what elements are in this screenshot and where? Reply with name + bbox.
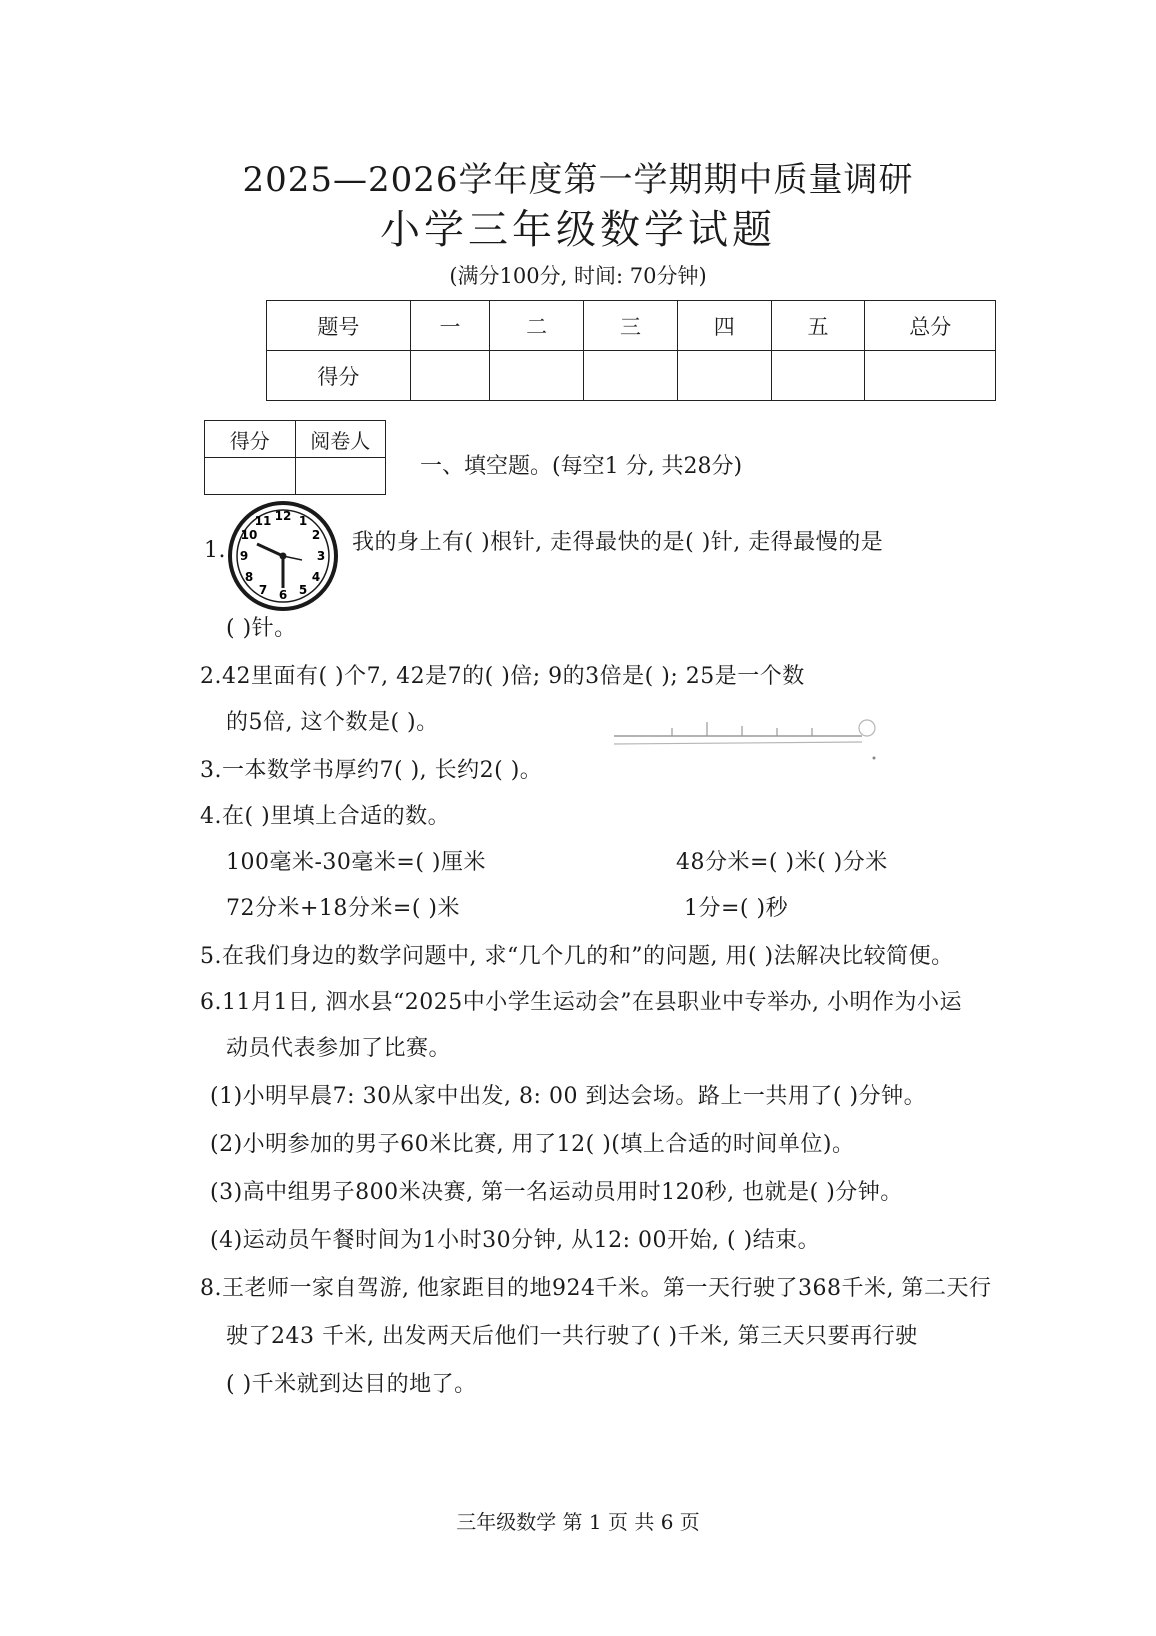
- grader-entry-cell[interactable]: [205, 458, 296, 495]
- score-table-cell: 得分: [267, 351, 411, 401]
- question-4-item-d: 1分=( )秒: [684, 896, 789, 921]
- score-entry-cell[interactable]: [865, 351, 996, 401]
- clock-icon: [226, 496, 340, 616]
- grader-box-cell: 阅卷人: [295, 421, 386, 458]
- clock-number: 1: [298, 514, 308, 528]
- clock-number: 11: [254, 514, 272, 528]
- score-table: [266, 300, 996, 401]
- score-entry-cell[interactable]: [677, 351, 771, 401]
- question-4-item-b: 48分米=( )米( )分米: [676, 850, 888, 875]
- question-8-text-end: ( )千米就到达目的地了。: [226, 1372, 477, 1397]
- score-table-cell: 五: [771, 301, 865, 351]
- question-1-text-cont: ( )针。: [226, 616, 297, 641]
- grader-box: [204, 420, 386, 495]
- question-4-item-c: 72分米+18分米=( )米: [226, 896, 461, 921]
- score-entry-cell[interactable]: [771, 351, 865, 401]
- score-table-cell: 总分: [865, 301, 996, 351]
- question-6-sub-4: (4)运动员午餐时间为1小时30分钟, 从12: 00开始, ( )结束。: [210, 1228, 821, 1253]
- question-6-sub-2: (2)小明参加的男子60米比赛, 用了12( )(填上合适的时间单位)。: [210, 1132, 855, 1157]
- score-entry-cell[interactable]: [584, 351, 678, 401]
- score-entry-cell[interactable]: [490, 351, 584, 401]
- grader-box-cell: 得分: [205, 421, 296, 458]
- score-table-cell: 一: [410, 301, 490, 351]
- exam-subtitle: 小学三年级数学试题: [380, 207, 776, 253]
- question-3-text: 3.一本数学书厚约7( ), 长约2( )。: [200, 758, 543, 783]
- clock-number: 4: [311, 570, 321, 584]
- clock-number: 9: [239, 549, 249, 563]
- question-6-text-cont: 动员代表参加了比赛。: [226, 1036, 452, 1061]
- clock-number: 7: [258, 583, 268, 597]
- score-table-score-row: [267, 351, 996, 401]
- page-footer: 三年级数学 第 1 页 共 6 页: [456, 1510, 700, 1534]
- question-4-title: 4.在( )里填上合适的数。: [200, 804, 451, 829]
- question-4-item-a: 100毫米-30毫米=( )厘米: [226, 850, 487, 875]
- score-table-cell: 四: [677, 301, 771, 351]
- question-6-sub-1: (1)小明早晨7: 30从家中出发, 8: 00 到达会场。路上一共用了( )分钟。: [210, 1084, 927, 1109]
- question-2-text-cont: 的5倍, 这个数是( )。: [226, 710, 439, 735]
- clock-number: 12: [274, 509, 292, 523]
- score-table-cell: 题号: [267, 301, 411, 351]
- score-entry-cell[interactable]: [410, 351, 490, 401]
- grader-box-header-row: [205, 421, 386, 458]
- clock-number: 5: [298, 583, 308, 597]
- question-6-sub-3: (3)高中组男子800米决赛, 第一名运动员用时120秒, 也就是( )分钟。: [210, 1180, 903, 1205]
- clock-number: 3: [316, 549, 326, 563]
- score-table-cell: 三: [584, 301, 678, 351]
- clock-number: 6: [278, 588, 288, 602]
- score-table-cell: 二: [490, 301, 584, 351]
- question-number: 1.: [204, 538, 226, 563]
- question-2-text: 2.42里面有( )个7, 42是7的( )倍; 9的3倍是( ); 25是一个数: [200, 664, 805, 689]
- question-8-text: 8.王老师一家自驾游, 他家距目的地924千米。第一天行驶了368千米, 第二天行: [200, 1276, 992, 1301]
- ruler-sketch-icon: [612, 708, 882, 764]
- grader-entry-cell[interactable]: [295, 458, 386, 495]
- score-table-header-row: [267, 301, 996, 351]
- exam-title: 2025—2026学年度第一学期期中质量调研: [242, 160, 914, 200]
- question-5-text: 5.在我们身边的数学问题中, 求“几个几的和”的问题, 用( )法解决比较简便。: [200, 944, 954, 969]
- clock-number: 8: [244, 570, 254, 584]
- question-6-text: 6.11月1日, 泗水县“2025中小学生运动会”在县职业中专举办, 小明作为小运: [200, 990, 962, 1015]
- exam-info: (满分100分, 时间: 70分钟): [449, 264, 707, 288]
- question-1-text: 我的身上有( )根针, 走得最快的是( )针, 走得最慢的是: [352, 530, 884, 555]
- clock-number: 2: [311, 528, 321, 542]
- grader-box-entry-row: [205, 458, 386, 495]
- section-heading: 一、填空题。(每空1 分, 共28分): [420, 454, 743, 479]
- question-8-text-cont: 驶了243 千米, 出发两天后他们一共行驶了( )千米, 第三天只要再行驶: [226, 1324, 918, 1349]
- clock-number: 10: [240, 528, 258, 542]
